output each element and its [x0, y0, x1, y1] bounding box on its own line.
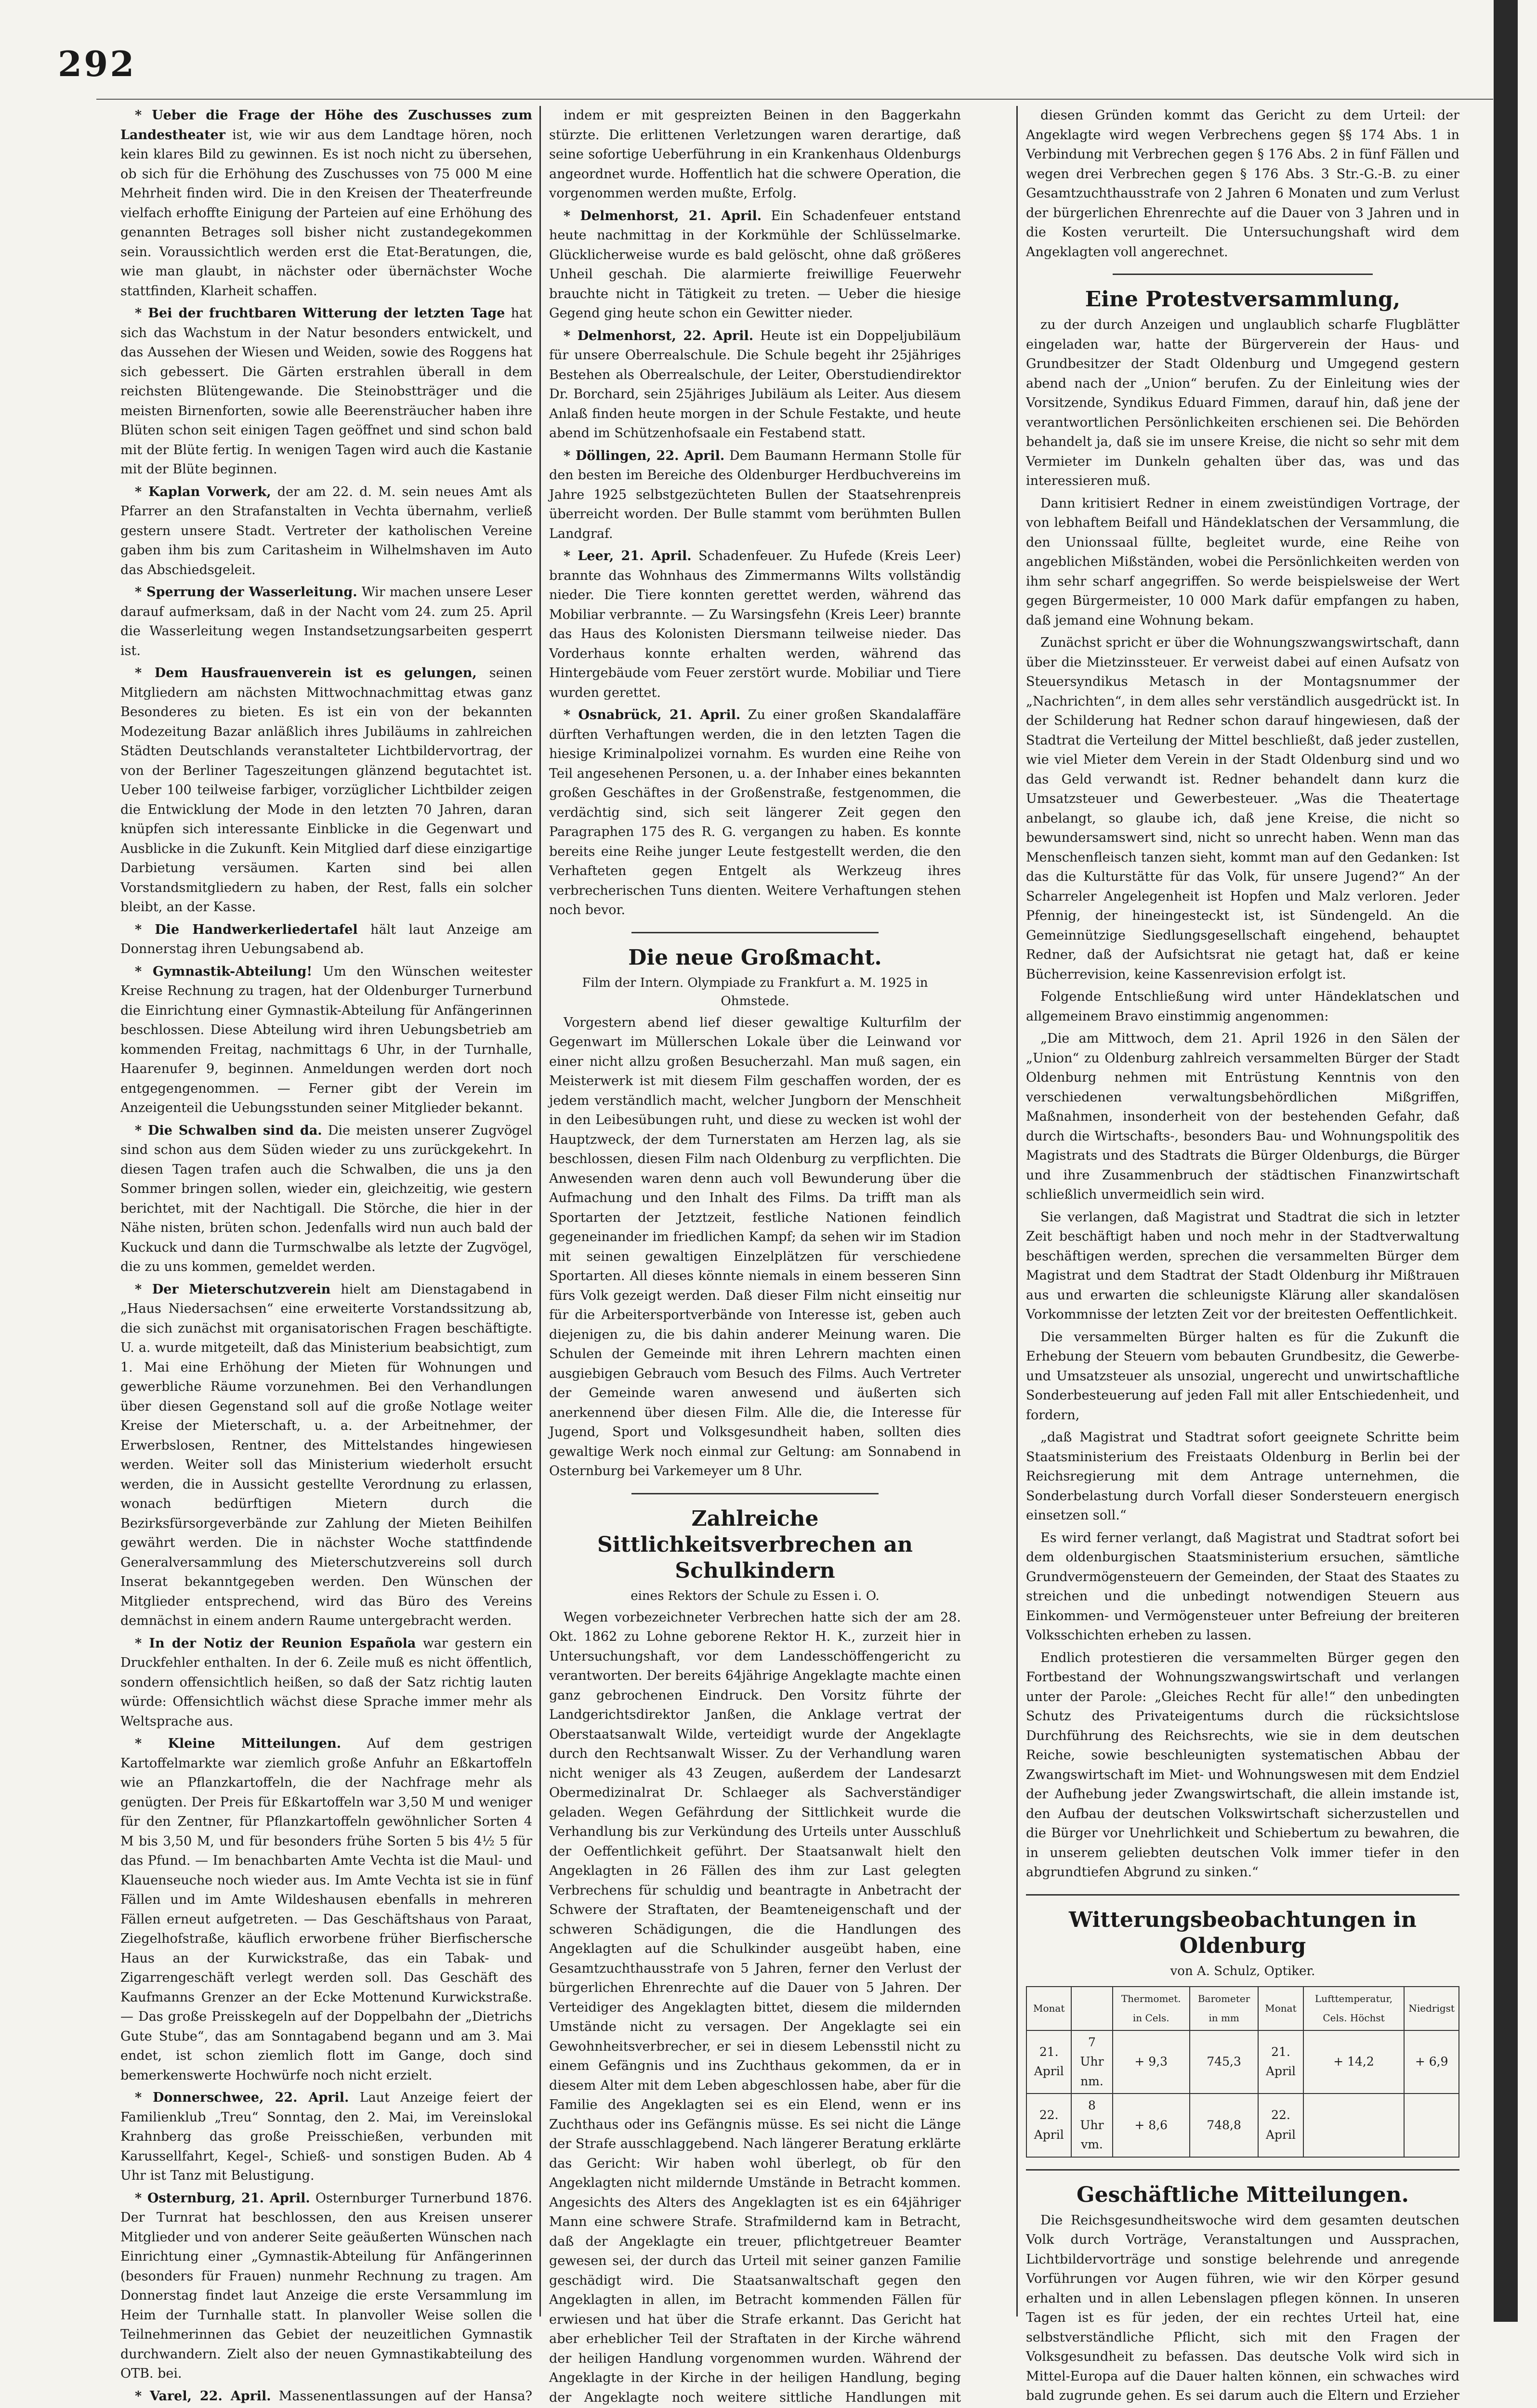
- news-item-lead: * Osternburg, 21. April.: [135, 2191, 310, 2206]
- news-item: [120, 1280, 532, 1631]
- news-item-text: war gestern ein Druckfehler enthalten. In der 6. Zeile muß es nicht öffentlich, sondern offensichtlich heißen, so daß der Satz richtig lauten würde: Offensichtlich wächst diese Sprache immer mehr als Weltsprache aus.: [120, 1636, 532, 1729]
- news-item-lead: * Varel, 22. April.: [135, 2389, 271, 2404]
- news-item-lead: * Donnerschwee, 22. April.: [135, 2090, 349, 2105]
- news-item: [120, 1734, 532, 2085]
- divider: [631, 1493, 879, 1494]
- divider: [1026, 2169, 1459, 2171]
- news-item-lead: * Sperrung der Wasserleitung.: [135, 585, 357, 600]
- news-item-text: hält laut Anzeige am Donnerstag ihren Uebungsabend ab.: [120, 922, 532, 957]
- article-title-protestversammlung: Eine Protestversammlung,: [1026, 287, 1459, 313]
- column-3: [1026, 106, 1459, 2408]
- news-item-lead: * Die Handwerkerliedertafel: [135, 922, 358, 937]
- weather-table: [1026, 1986, 1459, 2158]
- weather-cell: 7 Uhr nm.: [1071, 2030, 1112, 2094]
- news-item-text: Auf dem gestrigen Kartoffelmarkte war ziemlich große Anfuhr an Eßkartoffeln wie an Pflanzkartoffeln, die der Nachfrage mehr als genügten. Der Preis für Eßkartoffeln war 3,50 M und weniger für den Zentner, für Pflanzkartoffeln gewöhnlicher Sorten 4 M bis 3,50 M, und für besonders frühe Sorten 5 bis 4½ 5 für das Pfund. — Im benachbarten Amte Vechta ist die Maul- und Klauenseuche noch wieder aus. Im Amte Vechta ist sie in fünf Fällen und im Amte Wildeshausen ebenfalls in mehreren Fällen erneut aufgetreten. — Das Geschäftshaus von Paraat, Ziegelhofstraße, käuflich erworbene früher Bierfischersche Haus an der Kurwickstraße, das ein Tabak- und Zigarrengeschäft verlegt werden soll. Das Geschäft des Kaufmanns Grenzer an der Ecke Mottenund Kurwickstraße. — Das große Preisskegeln auf der Doppelbahn der „Dietrichs Gute Stube“, das am Sonntagabend begann und am 3. Mai endet, ist schon ziemlich flott im Gange, doch sind bemerkenswerte Hochwürfe noch nicht erzielt.: [120, 1736, 532, 2083]
- divider: [1113, 274, 1373, 275]
- weather-header-cell: [1071, 1987, 1112, 2030]
- news-item: [549, 327, 961, 444]
- article-paragraph: Zunächst spricht er über die Wohnungszwangswirtschaft, dann über die Mietzinssteuer. Er verweist dabei auf einen Aufsatz von Steuersyndikus Metasch in der Montagsnummer der „Nachrichten“, in dem alles sehr verständlich ausgedrückt ist. In der Schilderung hat Redner schon darauf hingewiesen, daß der Stadtrat die Verteilung der Mittel beschließt, daß jeder zustellen, wie viel Mieter dem Verein in der Stadt Oldenburg sind und wo das Geld verwandt ist. Redner behandelt dann kurz die Umsatzsteuer und Gewerbesteuer. „Was die Theatertage anbelangt, so glaube ich, daß jene Kreise, die nicht so bewundersamswert sind, nicht so unrecht haben. Wenn man das Menschenfleisch tanzen sieht, kommt man auf den Gedanken: Ist das die Kulturstätte für das Volk, für unsere Jugend?“ An der Scharreler Angelegenheit ist Hopfen und Malz verloren. Jeder Pfennig, der hineingesteckt ist, ist Sündengeld. An die Gemeinnützige Siedlungsgesellschaft eingehend, behauptet Redner, daß der Aufsichtsrat nie getagt hat, daß er keine Bücherrevision, keine Kassenrevision erfolgt ist.: [1026, 633, 1459, 984]
- article-paragraph: diesen Gründen kommt das Gericht zu dem Urteil: der Angeklagte wird wegen Verbrechens gegen §§ 174 Abs. 1 in Verbindung mit Verbrechen gegen § 176 Abs. 2 in fünf Fällen und wegen drei Verbrechen gegen § 176 Abs. 3 Str.-G.-B. zu einer Gesamtzuchthausstrafe von 2 Jahren 6 Monaten und zum Verlust der bürgerlichen Ehrenrechte auf die Dauer von 3 Jahren und in die Kosten verurteilt. Die Untersuchungshaft wird dem Angeklagten voll angerechnet.: [1026, 106, 1459, 262]
- article-title-geschaeftliche-mitteilungen: Geschäftliche Mitteilungen.: [1026, 2182, 1459, 2208]
- article-paragraph: zu der durch Anzeigen und unglaublich scharfe Flugblätter eingeladen war, hatte der Bürgerverein der Haus- und Grundbesitzer der Stadt Oldenburg und Umgegend gestern abend nach der „Union“ berufen. Zu der Einleitung wies der Vorsitzende, Syndikus Eduard Fimmen, darauf hin, daß jene der verantwortlichen Persönlichkeiten erschienen sei. Die Behörden behandelt ja, daß sie im unsere Kreise, die nicht so sehr mit dem Vermieter im Dunkeln gehalten über das, was und das interessieren muß.: [1026, 315, 1459, 491]
- article-paragraph: „daß Magistrat und Stadtrat sofort geeignete Schritte beim Staatsministerium des Freistaats Oldenburg in Berlin bei der Reichsregierung mit dem Antrage unternehmen, die Sonderbelastung durch Vorfall dieser Sondersteuern energisch einsetzen soll.“: [1026, 1428, 1459, 1526]
- news-item: [120, 304, 532, 480]
- weather-byline: von A. Schulz, Optiker.: [1026, 1962, 1459, 1980]
- weather-header-cell: Barometer in mm: [1190, 1987, 1258, 2030]
- news-item: [120, 106, 532, 301]
- article-title-neue-grossmacht: Die neue Großmacht.: [549, 945, 961, 971]
- news-item-text: der am 22. d. M. sein neues Amt als Pfarrer an den Strafanstalten in Vechta übernahm, verließ gestern unsere Stadt. Vertreter der katholischen Vereine gaben ihm bis zum Caritasheim in Wilhelmshaven im Auto das Abschiedsgeleit.: [120, 484, 532, 577]
- weather-cell: 745,3: [1190, 2030, 1258, 2094]
- news-item-text: hielt am Dienstagabend in „Haus Niedersachsen“ eine erweiterte Vorstandssitzung ab, die sich zunächst mit organisatorischen Fragen beschäftigte. U. a. wurde mitgeteilt, daß das Ministerium beabsichtigt, zum 1. Mai eine Erhöhung der Mieten für Wohnungen und gewerbliche Räume vorzunehmen. Bei den Verhandlungen über diesen Gegenstand soll auf die große Notlage weiter Kreise der Mieterschaft, u. a. der Arbeitnehmer, der Erwerbslosen, Rentner, des Mittelstandes hingewiesen werden. Weiter soll das Ministerium wiederholt ersucht werden, die in Aussicht gestellte Verordnung zu erlassen, wonach bedürftigen Mietern durch die Bezirksfürsorgeverbände zur Zahlung der Mieten Beihilfen gewährt werden. Die in nächster Woche stattfindende Generalversammlung des Mieterschutzvereins soll durch Inserat bekanntgegeben werden. Den Wünschen der Mitglieder entsprechend, wird das Büro des Vereins demnächst in einem andern Raume untergebracht werden.: [120, 1282, 532, 1629]
- news-item-lead: * Osnabrück, 21. April.: [564, 707, 740, 722]
- weather-cell: 22. April: [1026, 2094, 1071, 2157]
- news-item: [549, 446, 961, 544]
- news-item-lead: * Kaplan Vorwerk,: [135, 484, 271, 499]
- article-paragraph: Endlich protestieren die versammelten Bürger gegen den Fortbestand der Wohnungszwangswirtschaft und verlangen unter der Parole: „Gleiches Recht für alle!“ den unbedingten Schutz des Privateigentums durch die rücksichtslose Durchführung des Reichsrechts, wie sie in dem deutschen Reiche, sowie beschleunigten systematischen Abbau der Zwangswirtschaft im Miet- und Wohnungswesen mit dem Endziel der Aufhebung jeder Zwangswirtschaft, die allein imstande ist, den Aufbau der deutschen Volkswirtschaft sicherzustellen und die Bürger vor Unehrlichkeit und Schiebertum zu bewahren, die in unserem geliebten deutschen Volk immer tiefer in den abgrundtiefen Abgrund zu sinken.“: [1026, 1649, 1459, 1883]
- news-item-text: Laut Anzeige feiert der Familienklub „Treu“ Sonntag, den 2. Mai, im Vereinslokal Krahnberg das große Preisschießen, verbunden mit Karussellfahrt, Kegel-, Schieß- und sonstigen Buden. Ab 4 Uhr ist Tanz mit Belustigung.: [120, 2090, 532, 2183]
- news-item-text: indem er mit gespreizten Beinen in den Baggerkahn stürzte. Die erlittenen Verletzungen waren derartige, daß seine sofortige Ueberführung in ein Krankenhaus Oldenburgs angeordnet wurde. Hoffentlich hat die schwere Operation, die vorgenommen werden mußte, Erfolg.: [549, 108, 961, 201]
- news-item-text: Um den Wünschen weitester Kreise Rechnung zu tragen, hat der Oldenburger Turnerbund die Einrichtung einer Gymnastik-Abteilung für Anfängerinnen beschlossen. Diese Abteilung wird ihren Uebungsbetrieb am kommenden Freitag, nachmittags 6 Uhr, in der Turnhalle, Haarenufer 9, beginnen. Anmeldungen werden dort noch entgegengenommen. — Ferner gibt der Verein im Anzeigenteil die Uebungsstunden seiner Mitglieder bekannt.: [120, 964, 532, 1116]
- weather-header-cell: Niedrigst: [1404, 1987, 1459, 2030]
- article-subtitle: Film der Intern. Olympiade zu Frankfurt a. M. 1925 in Ohmstede.: [549, 974, 961, 1010]
- weather-cell: 8 Uhr vm.: [1071, 2094, 1112, 2157]
- news-item-lead: * Die Schwalben sind da.: [135, 1123, 322, 1138]
- weather-row: [1026, 2094, 1459, 2157]
- column-separator-2: [1016, 106, 1018, 2316]
- weather-header-cell: Monat: [1026, 1987, 1071, 2030]
- divider: [1026, 1894, 1459, 1896]
- weather-header-cell: Lufttemperatur, Cels. Höchst: [1303, 1987, 1405, 2030]
- article-paragraph: Sie verlangen, daß Magistrat und Stadtrat die sich in letzter Zeit beschäftigt haben und noch mehr in der Stadtverwaltung beschäftigen werden, sprechen die versammelten Bürger dem Magistrat und dem Stadtrat der Stadt Oldenburg ihr Mißtrauen aus und erwarten die schleunigste Klärung aller skandalösen Vorkommnisse der letzten Zeit vor der breitesten Oeffentlichkeit.: [1026, 1208, 1459, 1325]
- news-item-text: Wir machen unsere Leser darauf aufmerksam, daß in der Nacht vom 24. zum 25. April die Wasserleitung wegen Instandsetzungsarbeiten gesperrt ist.: [120, 585, 532, 658]
- column-1: [120, 106, 532, 2408]
- article-paragraph: Vorgestern abend lief dieser gewaltige Kulturfilm der Gegenwart im Müllerschen Lokale über die Leinwand vor einer nicht allzu großen Besucherzahl. Man muß sagen, ein Meisterwerk ist mit diesem Film geschaffen worden, der es jedem verständlich macht, welcher Jungborn der Menschheit in den Leibesübungen ruht, und diese zu wecken ist wohl der Hauptzweck, der dem Turnerstaten am Herzen lag, als sie beschlossen, diesen Film nach Oldenburg zu verpflichten. Die Anwesenden waren denn auch voll Bewunderung über die Aufmachung und den Inhalt des Films. Da trifft man als Sportarten der Jetztzeit, festliche Nationen feindlich gegeneinander im friedlichen Kampf; da sehen wir im Stadion mit seinen gewaltigen Einzelplätzen für verschiedene Sportarten. All dieses könnte niemals in einem besseren Sinn fürs Volk gezeigt werden. Daß dieser Film nicht einseitig nur für die Arbeitersportverbände von Interesse ist, geben auch diejenigen zu, die bis dahin anderer Meinung waren. Die Schulen der Gemeinde mit ihren Lehrern machten einen ausgiebigen Gebrauch vom Besuch des Films. Auch Vertreter der Gemeinde waren anwesend und äußerten sich anerkennend über diesen Film. Alle die, die Interesse für Jugend, Sport und Volksgesundheit haben, sollten dies gewaltige Werk noch einmal zur Geltung: am Sonnabend in Osternburg bei Varkemeyer um 8 Uhr.: [549, 1013, 961, 1481]
- news-item-text: Ein Schadenfeuer entstand heute nachmittag in der Korkmühle der Schlüsselmarke. Glücklicherweise wurde es bald gelöscht, ohne daß größeres Unheil geschah. Die alarmierte freiwillige Feuerwehr brauchte nicht in Tätigkeit zu treten. — Ueber die hiesige Gegend ging heute schon ein Gewitter nieder.: [549, 209, 961, 321]
- right-binding-edge: [1494, 0, 1518, 2322]
- news-item-text: seinen Mitgliedern am nächsten Mittwochnachmittag etwas ganz Besonderes zu bieten. Es ist ein von der bekannten Modezeitung Bazar anläßlich ihres Jubiläums in zahlreichen Städten Deutschlands veranstalteter Lichtbildervortrag, der von der Berliner Tageszeitungen glänzend begutachtet ist. Ueber 100 teilweise farbiger, vorzüglicher Lichtbilder zeigen die Entwicklung der Mode in den letzten 70 Jahren, daran knüpfen sich interessante Einblicke in die Gegenwart und Ausblicke in die Zukunft. Kein Mitglied darf diese einzigartige Darbietung versäumen. Karten sind bei allen Vorstandsmitgliedern zu haben, der Rest, falls ein solcher bleibt, an der Kasse.: [120, 666, 532, 915]
- news-item-text: Osternburger Turnerbund 1876. Der Turnrat hat beschlossen, den aus Kreisen unserer Mitglieder und von anderer Seite geäußerten Wünschen nach Einrichtung einer „Gymnastik-Abteilung für Anfängerinnen (besonders für Frauen) nunmehr Rechnung zu tragen. Am Donnerstag findet laut Anzeige die erste Versammlung im Heim der Turnhalle statt. In planvoller Weise sollen die Teilnehmerinnen das Gebiet der neuzeitlichen Gymnastik durchwandern. Zielt also der neuen Gymnastikabteilung des OTB. bei.: [120, 2191, 532, 2382]
- weather-cell: [1404, 2094, 1459, 2157]
- article-paragraph: Folgende Entschließung wird unter Händeklatschen und allgemeinem Bravo einstimmig angenommen:: [1026, 987, 1459, 1026]
- news-item: [120, 2088, 532, 2186]
- news-item-lead: * Döllingen, 22. April.: [564, 448, 724, 463]
- news-item-lead: * Delmenhorst, 22. April.: [564, 328, 753, 343]
- news-item: [549, 207, 961, 324]
- news-item-lead: * Delmenhorst, 21. April.: [564, 209, 762, 223]
- weather-row: [1026, 2030, 1459, 2094]
- weather-header-cell: Monat: [1258, 1987, 1303, 2030]
- article-title-sittlichkeitsverbrechen: Zahlreiche Sittlichkeitsverbrechen an Schulkindern: [549, 1506, 961, 1584]
- news-item: [549, 547, 961, 703]
- news-item: [120, 962, 532, 1118]
- news-item-text: Dem Baumann Hermann Stolle für den besten im Bereiche des Oldenburger Herdbuchvereins im Jahre 1925 selbstgezüchteten Bullen der Staatsehrenpreis überreicht worden. Der Bulle stammt vom berühmten Bullen Landgraf.: [549, 448, 961, 541]
- weather-title: Witterungsbeobachtungen in Oldenburg: [1026, 1907, 1459, 1959]
- news-item-lead: * Ueber die Frage der Höhe des Zuschusses zum Landestheater: [120, 108, 532, 143]
- weather-cell: + 6,9: [1404, 2030, 1459, 2094]
- news-item: [120, 2387, 532, 2408]
- news-item: [549, 706, 961, 920]
- top-rule: [96, 99, 1493, 100]
- news-item: [120, 2189, 532, 2384]
- news-item: [120, 1634, 532, 1732]
- weather-cell: 22. April: [1258, 2094, 1303, 2157]
- column-separator-1: [539, 106, 541, 2316]
- news-item: [120, 483, 532, 580]
- news-item: [120, 920, 532, 959]
- weather-cell: + 14,2: [1303, 2030, 1405, 2094]
- news-item-lead: * Der Mieterschutzverein: [135, 1282, 330, 1297]
- divider: [631, 932, 879, 933]
- article-subtitle: eines Rektors der Schule zu Essen i. O.: [549, 1587, 961, 1605]
- article-paragraph: „Die am Mittwoch, dem 21. April 1926 in den Sälen der „Union“ zu Oldenburg zahlreich versammelten Bürger der Stadt Oldenburg nehmen mit Entrüstung Kenntnis von den verschiedenen verwaltungsbehördlichen Mißgriffen, Maßnahmen, insonderheit von der bestehenden Gefahr, daß durch die Wirtschafts-, besonders Bau- und Wohnungspolitik des Magistrats und des Stadtrats die Bürger Oldenburgs, die Bürger und ihre Zusammenbruch der städtischen Finanzwirtschaft schließlich unvermeidlich sein wird.: [1026, 1029, 1459, 1205]
- article-paragraph: Die Reichsgesundheitswoche wird dem gesamten deutschen Volk durch Vorträge, Veranstaltungen und Aussprachen, Lichtbildervorträge und sonstige belehrende und anregende Vorführungen vor Augen führen, wie wir den Körper gesund erhalten und in allen Lebenslagen pflegen können. In unseren Tagen ist es für jeden, der ein rechtes Urteil hat, eine selbstverständliche Pflicht, sich mit den Fragen der Volksgesundheit zu befassen. Das deutsche Volk wird sich in Mittel-Europa auf die Dauer halten können, ein schwaches wird bald zugrunde gehen. Es sei darum auch die Eltern und Erzieher: [1026, 2211, 1459, 2408]
- news-item-text: Massenentlassungen auf der Hansa?: [120, 2389, 532, 2408]
- weather-header-cell: Thermomet. in Cels.: [1113, 1987, 1190, 2030]
- news-item: [120, 1121, 532, 1277]
- news-item-lead: * Kleine Mitteilungen.: [135, 1736, 341, 1751]
- news-item-text: Schadenfeuer. Zu Hufede (Kreis Leer) brannte das Wohnhaus des Zimmermanns Wilts vollständig nieder. Die Tiere konnten gerettet werden, während das Mobiliar verbrannte. — Zu Warsingsfehn (Kreis Leer) brannte das Haus des Kolonisten Diersmann teilweise nieder. Das Vorderhaus konnte erhalten werden, während das Hintergebäude vom Feuer zerstört wurde. Mobiliar und Tiere wurden gerettet.: [549, 549, 961, 700]
- article-paragraph: Wegen vorbezeichneter Verbrechen hatte sich der am 28. Okt. 1862 zu Lohne geborene Rektor H. K., zurzeit hier in Untersuchungshaft, vor dem Landesschöffengericht zu verantworten. Der bereits 64jährige Angeklagte machte einen ganz gebrochenen Eindruck. Den Vorsitz führte der Landgerichtsdirektor Janßen, die Anklage vertrat der Oberstaatsanwalt Wilde, verteidigt wurde der Angeklagte durch den Rechtsanwalt Wisser. Zu der Verhandlung waren nicht weniger als 43 Zeugen, außerdem der Landesarzt Obermedizinalrat Dr. Schlaeger als Sachverständiger geladen. Wegen Gefährdung der Sittlichkeit wurde die Verhandlung bis zur Verkündung des Urteils unter Ausschluß der Oeffentlichkeit geführt. Der Staatsanwalt hielt den Angeklagten in 26 Fällen des ihm zur Last gelegten Verbrechens für schuldig und beantragte in Anbetracht der Schwere der Straftaten, der Beamteneigenschaft und der schweren Schädigungen, die die Handlungen des Angeklagten auf die Schulkinder ausgeübt haben, eine Gesamtzuchthausstrafe von 5 Jahren, ferner den Verlust der bürgerlichen Ehrenrechte auf die Dauer von 5 Jahren. Der Verteidiger des Angeklagten bittet, diesem die mildernden Umstände nicht zu versagen. Der Angeklagte sei ein Gewohnheitsverbrecher, er sei in diesem Lebensstil nicht zu einem Gefängnis und ins Zuchthaus gekommen, da er in diesem Alter mit dem Leben abgeschlossen habe, aber für die Familie des Angeklagten sei es ein Elend, wenn er ins Zuchthaus oder ins Gefängnis müsse. Es sei nicht die Länge der Strafe ausschlaggebend. Nach längerer Beratung erklärte das Gericht: Wir haben wohl überlegt, ob für den Angeklagten nicht mildernde Umstände in Betracht kommen. Angesichts des Alters des Angeklagten ist es ein 64jähriger Mann eine schwere Strafe. Strafmildernd kam in Betracht, daß der Angeklagte ein treuer, pflichtgetreuer Beamter gewesen sei, der durch das Urteil mit seiner ganzen Familie geschädigt wird. Die Staatsanwaltschaft gegen den Angeklagten in allen, im Betracht kommenden Fällen für erwiesen und hat über die Strafe erkannt. Das Gericht hat aber erheblicher Teil der Straftaten in der Kirche während der heiligen Handlung vorgenommen wurden. Während der Angeklagte in der Kirche in der heiligen Handlung, beging der Angeklagte noch weitere sittliche Handlungen mit: [549, 1608, 961, 2408]
- news-item-text: Heute ist ein Doppeljubiläum für unsere Oberrealschule. Die Schule begeht ihr 25jähriges Bestehen als Oberrealschule, der Leiter, Oberstudiendirektor Dr. Borchard, sein 25jähriges Jubiläum als Leiter. Aus diesem Anlaß finden heute morgen in der Schule Festakte, und heute abend im Schützenhofsaale ein Festabend statt.: [549, 328, 961, 441]
- news-item-text: ist, wie wir aus dem Landtage hören, noch kein klares Bild zu gewinnen. Es ist noch nicht zu übersehen, ob sich für die Erhöhung des Zuschusses von 75 000 M eine Mehrheit finden wird. Die in den Kreisen der Theaterfreunde vielfach erhoffte Einigung der Parteien auf eine Erhöhung des genannten Betrages soll bisher nicht zustandegekommen sein. Voraussichtlich werden erst die Etat-Beratungen, die, wie man glaubt, in nächster oder übernächster Woche stattfinden, Klarheit schaffen.: [120, 128, 532, 299]
- column-2: [549, 106, 961, 2408]
- news-item-lead: * Gymnastik-Abteilung!: [135, 964, 312, 979]
- article-paragraph: Dann kritisiert Redner in einem zweistündigen Vortrage, der von lebhaftem Beifall und Händeklatschen der Versammlung, die den Unionssaal füllte, begleitet wurde, eine Reihe von angeblichen Mißständen, wobei die Persönlichkeiten werden von ihm sehr scharf angegriffen. So werde beispielsweise der Wert gegen Bürgermeister, 10 000 Mark dafür empfangen zu haben, daß jemand eine Wohnung bekam.: [1026, 494, 1459, 631]
- news-item: [549, 106, 961, 204]
- page-number: 292: [58, 43, 136, 84]
- weather-cell: [1303, 2094, 1405, 2157]
- weather-cell: 21. April: [1026, 2030, 1071, 2094]
- news-item-lead: * In der Notiz der Reunion Española: [135, 1636, 416, 1651]
- weather-cell: + 9,3: [1113, 2030, 1190, 2094]
- news-item-lead: * Leer, 21. April.: [564, 549, 692, 563]
- news-item-lead: * Bei der fruchtbaren Witterung der letzten Tage: [135, 306, 505, 321]
- news-item-lead: * Dem Hausfrauenverein ist es gelungen,: [135, 666, 477, 681]
- news-item-text: hat sich das Wachstum in der Natur besonders entwickelt, und das Aussehen der Wiesen und Weiden, sowie des Roggens hat sich gebessert. Die Gärten erstrahlen überall in dem reichsten Blütengewande. Die Steinobstträger und die meisten Birnenforten, sowie alle Beerensträucher haben ihre Blüten schon seit einigen Tagen geöffnet und sind schon bald mit der Blüte fertig. In wenigen Tagen wird auch die Kastanie mit der Blüte beginnen.: [120, 306, 532, 477]
- news-item-text: Die meisten unserer Zugvögel sind schon aus dem Süden wieder zu uns zurückgekehrt. In diesen Tagen trafen auch die Schwalben, die uns ja den Sommer bringen sollen, wieder ein, gleichzeitig, wie gestern berichtet, mit der Nachtigall. Die Störche, die hier in der Nähe nisten, brüten schon. Jedenfalls wird nun auch bald der Kuckuck und dann die Turmschwalbe als letzte der Zugvögel, die zu uns kommen, gemeldet werden.: [120, 1123, 532, 1275]
- news-item-text: Zu einer großen Skandalaffäre dürften Verhaftungen werden, die in den letzten Tagen die hiesige Kriminalpolizei vornahm. Es wurden eine Reihe von Teil angesehenen Personen, u. a. der Inhaber eines bekannten großen Geschäftes in der Großenstraße, festgenommen, die verdächtig sind, sich seit längerer Zeit gegen den Paragraphen 175 des R. G. vergangen zu haben. Es konnte bereits eine Reihe junger Leute festgestellt werden, die den Verhafteten gegen Entgelt als Werkzeug ihres verbrecherischen Tuns dienten. Weitere Verhaftungen stehen noch bevor.: [549, 707, 961, 917]
- weather-cell: 748,8: [1190, 2094, 1258, 2157]
- weather-cell: + 8,6: [1113, 2094, 1190, 2157]
- article-paragraph: Die versammelten Bürger halten es für die Zukunft die Erhebung der Steuern vom bebauten Grundbesitz, die Gewerbe- und Umsatzsteuer als unsozial, ungerecht und unwirtschaftliche Sonderbesteuerung auf jeden Fall mit aller Entschiedenheit, und fordern,: [1026, 1328, 1459, 1426]
- article-paragraph: Es wird ferner verlangt, daß Magistrat und Stadtrat sofort bei dem oldenburgischen Staatsministerium ersuchen, sämtliche Grundvermögensteuern der Gemeinden, der Staat des Staates zu streichen und die unbedingt notwendigen Steuern aus Einkommen- und Vermögensteuer unter Befreiung der breiteren Volksschichten erheben zu lassen.: [1026, 1529, 1459, 1646]
- weather-cell: 21. April: [1258, 2030, 1303, 2094]
- news-item: [120, 583, 532, 661]
- news-item: [120, 664, 532, 917]
